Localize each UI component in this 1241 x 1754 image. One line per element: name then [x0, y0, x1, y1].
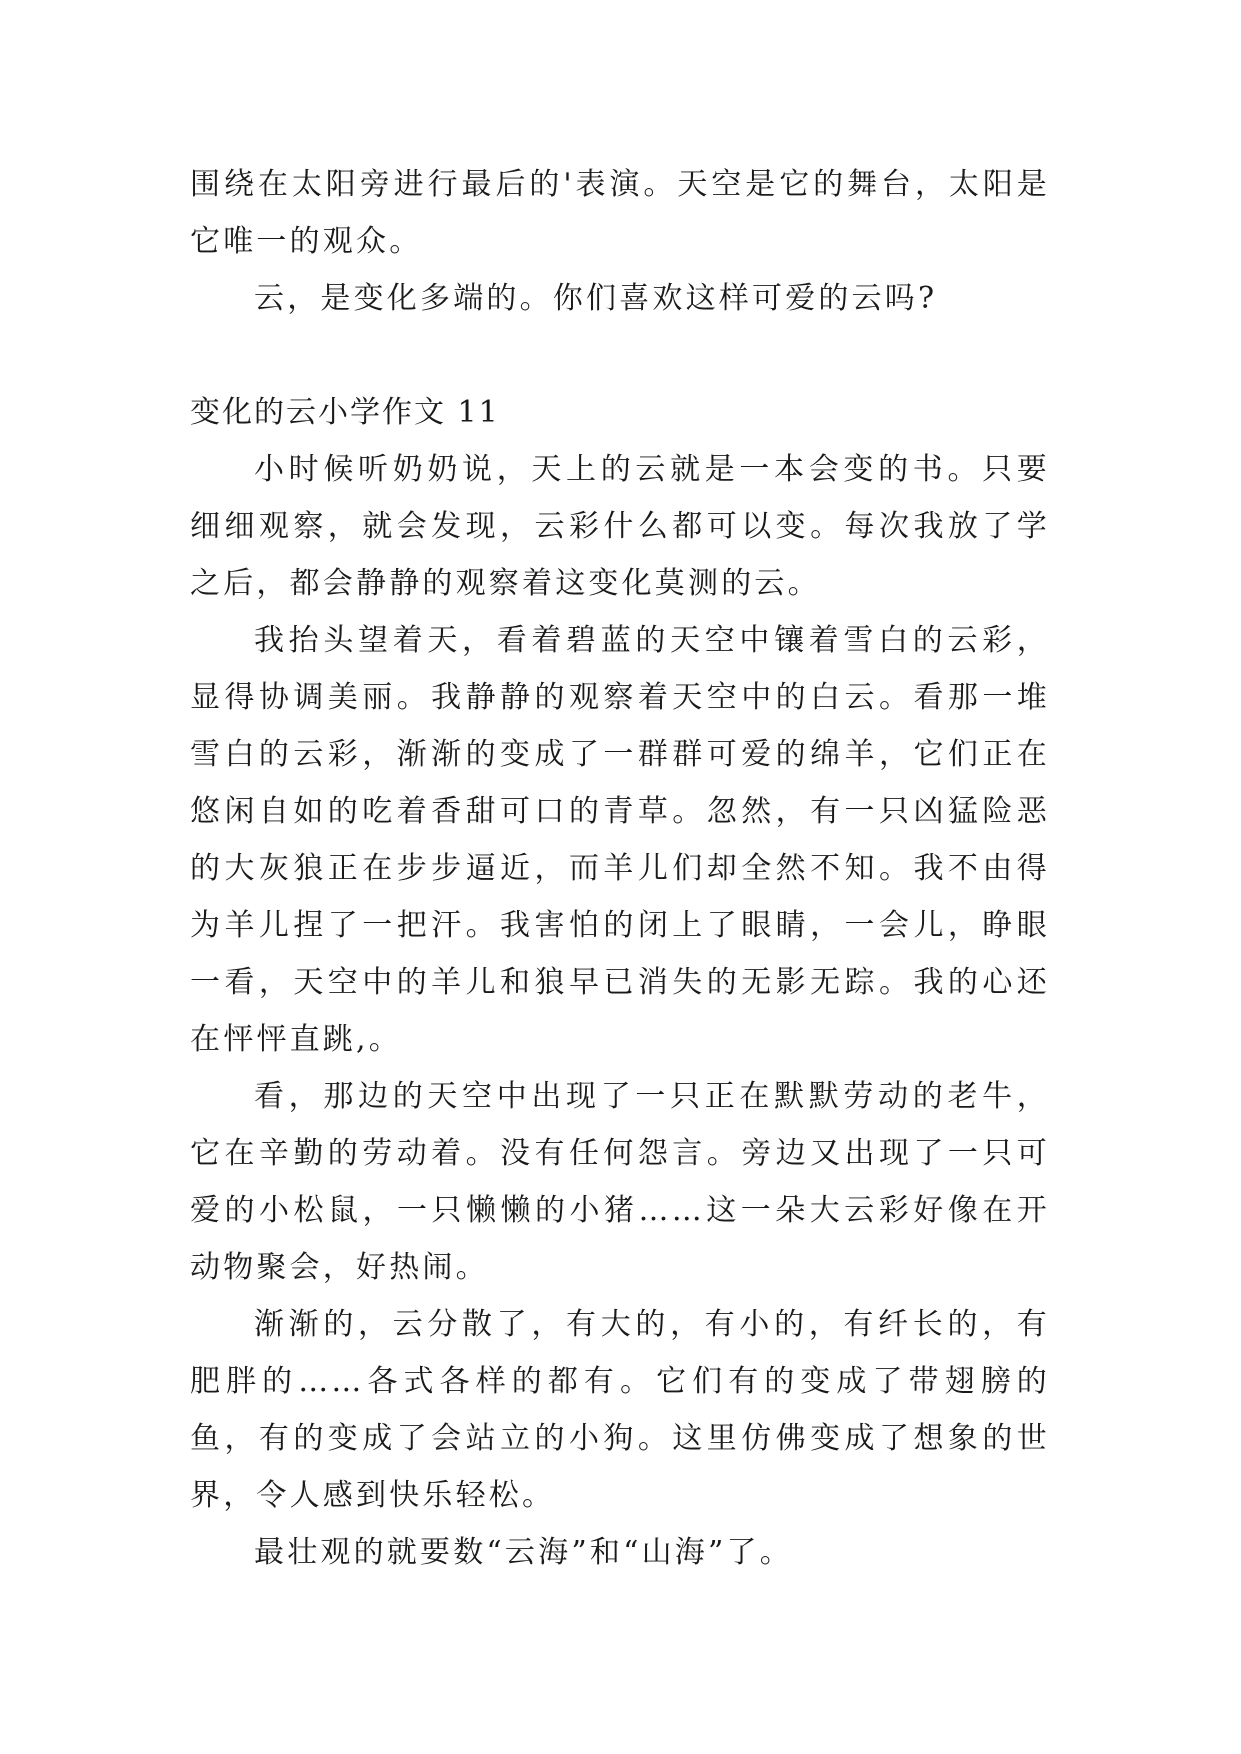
intro-paragraph-1: 围绕在太阳旁进行最后的'表演。天空是它的舞台，太阳是它唯一的观众。: [190, 167, 1050, 259]
body-paragraph-1: 小时候听奶奶说，天上的云就是一本会变的书。只要细细观察，就会发现，云彩什么都可以变。每次我放了学之后，都会静静的观察着这变化莫测的云。: [190, 452, 1050, 601]
section-title: 变化的云小学作文 11: [190, 395, 500, 430]
document-body: [190, 156, 1050, 1581]
body-paragraph-2: 我抬头望着天，看着碧蓝的天空中镶着雪白的云彩，显得协调美丽。我静静的观察着天空中的白云。看那一堆雪白的云彩，渐渐的变成了一群群可爱的绵羊，它们正在悠闲自如的吃着香甜可口的青草。忽然，有一只凶猛险恶的大灰狼正在步步逼近，而羊儿们却全然不知。我不由得为羊儿捏了一把汗。我害怕的闭上了眼睛，一会儿，睁眼一看，天空中的羊儿和狼早已消失的无影无踪。我的心还在怦怦直跳,。: [190, 623, 1050, 1057]
intro-paragraph-2: 云，是变化多端的。你们喜欢这样可爱的云吗?: [254, 281, 938, 316]
body-paragraph-3: 看，那边的天空中出现了一只正在默默劳动的老牛，它在辛勤的劳动着。没有任何怨言。旁边又出现了一只可爱的小松鼠，一只懒懒的小猪……这一朵大云彩好像在开动物聚会，好热闹。: [190, 1079, 1050, 1285]
section-gap: [190, 327, 1050, 384]
body-paragraph-4: 渐渐的，云分散了，有大的，有小的，有纤长的，有肥胖的……各式各样的都有。它们有的变成了带翅膀的鱼，有的变成了会站立的小狗。这里仿佛变成了想象的世界，令人感到快乐轻松。: [190, 1307, 1050, 1513]
body-paragraph-5: 最壮观的就要数“云海”和“山海”了。: [254, 1535, 793, 1570]
